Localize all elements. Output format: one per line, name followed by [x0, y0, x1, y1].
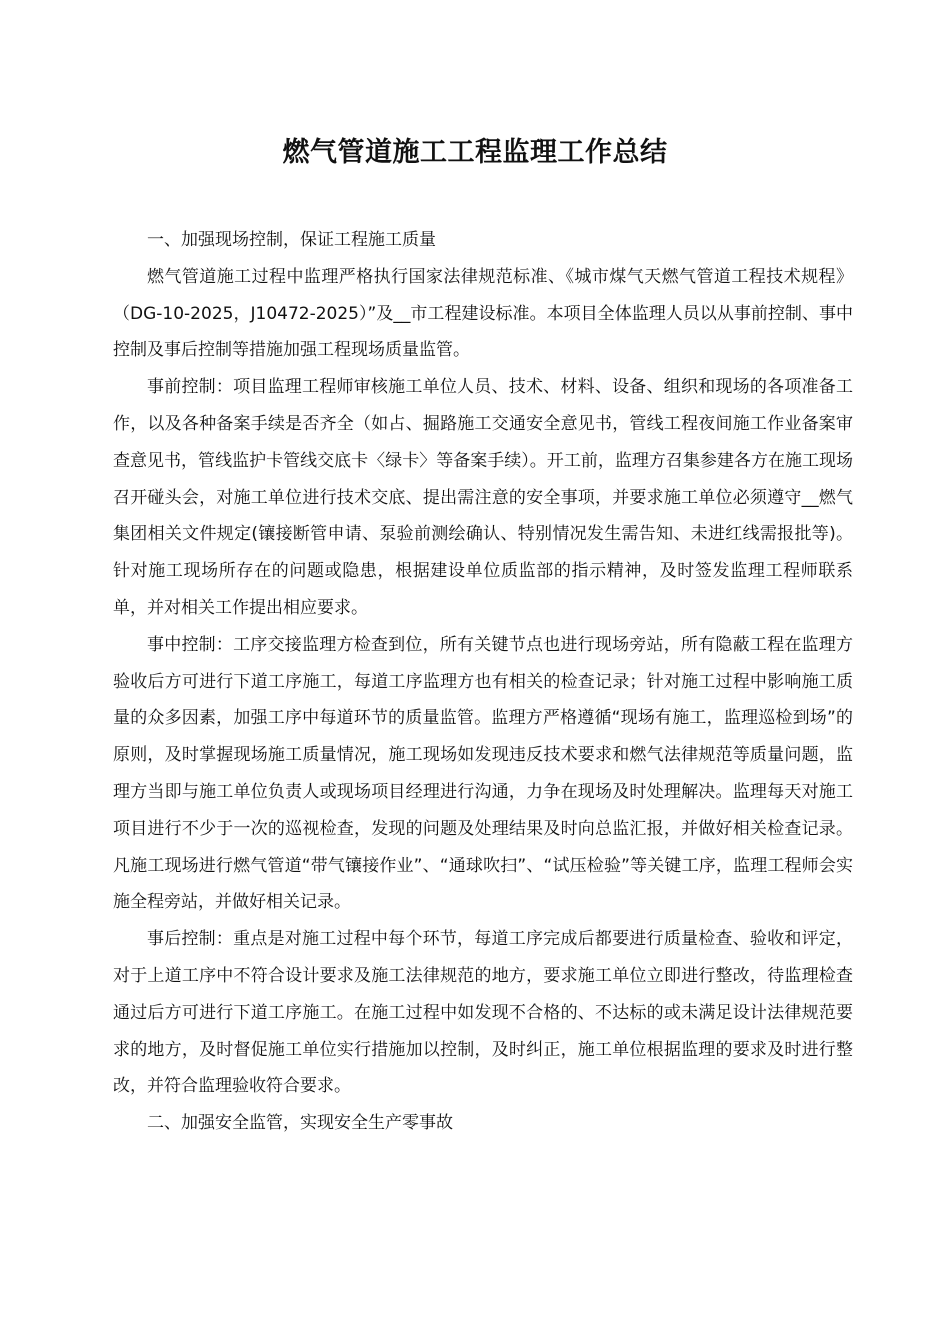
section-heading-1: 一、加强现场控制，保证工程施工质量: [147, 230, 436, 250]
paragraph-pre-control: 事前控制：项目监理工程师审核施工单位人员、技术、材料、设备、组织和现场的各项准备工作，以及各种备案手续是否齐全（如占、掘路施工交通安全意见书，管线工程夜间施工作业备案审查意见书，管线监护卡管线交底卡〈绿卡〉等备案手续）。开工前，监理方召集参建各方在施工现场召开碰头会，对施工单位进行技术交底、提出需注意的安全事项，并要求施工单位必须遵守__燃气集团相关文件规定(镶接断管申请、泵验前测绘确认、特别情况发生需告知、未进红线需报批等)。针对施工现场所存在的问题或隐患，根据建设单位质监部的指示精神，及时签发监理工程师联系单，并对相关工作提出相应要求。: [113, 377, 853, 618]
paragraph-in-process-control: 事中控制：工序交接监理方检查到位，所有关键节点也进行现场旁站，所有隐蔽工程在监理方验收后方可进行下道工序施工，每道工序监理方也有相关的检查记录；针对施工过程中影响施工质量的众多因素，加强工序中每道环节的质量监管。监理方严格遵循“现场有施工，监理巡检到场”的原则，及时掌握现场施工质量情况，施工现场如发现违反技术要求和燃气法律规范等质量问题，监理方当即与施工单位负责人或现场项目经理进行沟通，力争在现场及时处理解决。监理每天对施工项目进行不少于一次的巡视检查，发现的问题及处理结果及时向总监汇报，并做好相关检查记录。凡施工现场进行燃气管道“带气镶接作业”、“通球吹扫”、“试压检验”等关键工序，监理工程师会实施全程旁站，并做好相关记录。: [113, 634, 853, 913]
document-body: [113, 222, 853, 1142]
document-title: 燃气管道施工工程监理工作总结: [282, 137, 668, 168]
section-heading-2: 二、加强安全监管，实现安全生产零事故: [147, 1113, 453, 1134]
paragraph-post-control: 事后控制：重点是对施工过程中每个环节，每道工序完成后都要进行质量检查、验收和评定，对于上道工序中不符合设计要求及施工法律规范的地方，要求施工单位立即进行整改，待监理检查通过后方可进行下道工序施工。在施工过程中如发现不合格的、不达标的或未满足设计法律规范要求的地方，及时督促施工单位实行措施加以控制，及时纠正，施工单位根据监理的要求及时进行整改，并符合监理验收符合要求。: [113, 929, 853, 1097]
paragraph-intro: 燃气管道施工过程中监理严格执行国家法律规范标准、《城市煤气天燃气管道工程技术规程》（DG-10-2025，J10472-2025）”及__市工程建设标准。本项目全体监理人员以从事前控制、事中控制及事后控制等措施加强工程现场质量监管。: [113, 266, 853, 361]
